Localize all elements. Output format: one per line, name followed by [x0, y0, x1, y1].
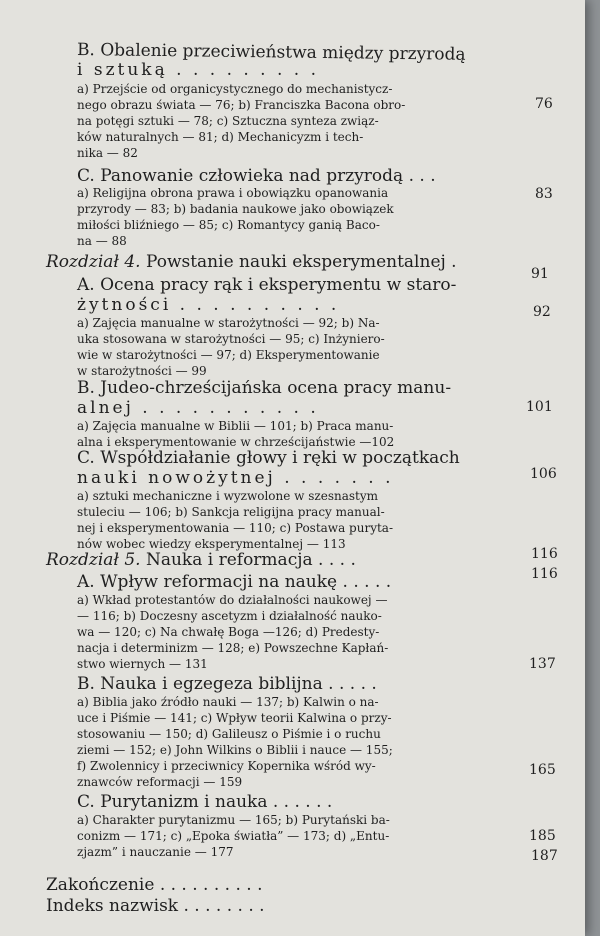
subsection-line: nacja i determinizm — 128; e) Powszechne Kapłań- [77, 641, 389, 655]
subsection-line: a) Przejście od organicystycznego do mechanistycz- [77, 82, 393, 96]
page-number: 187 [531, 848, 558, 864]
subsection-line: stosowaniu — 150; d) Galileusz o Piśmie i o ruchu [77, 727, 381, 741]
subsection-line: a) Charakter purytanizmu — 165; b) Purytański ba- [77, 813, 390, 827]
section-heading: alnej . . . . . . . . . . . [77, 398, 319, 418]
subsection-line: uce i Piśmie — 141; c) Wpływ teorii Kalwina o przy- [77, 711, 392, 725]
subsection-line: nów wobec wiedzy eksperymentalnej — 113 [77, 537, 346, 551]
section-heading: Zakończenie . . . . . . . . . . [46, 875, 263, 895]
subsection-line: a) Zajęcia manualne w Biblii — 101; b) Praca manu- [77, 419, 394, 433]
section-heading: A. Wpływ reformacji na naukę . . . . . [77, 572, 392, 592]
chapter-title: Powstanie nauki eksperymentalnej . [145, 252, 457, 272]
subsection-line: a) Religijna obrona prawa i obowiązku opanowania [77, 186, 389, 200]
section-heading: C. Współdziałanie głowy i ręki w początkach [77, 448, 460, 468]
page-number: 91 [531, 266, 549, 282]
page-number: 137 [529, 656, 556, 672]
page-number: 165 [529, 762, 556, 778]
subsection-line: nego obrazu świata — 76; b) Franciszka Bacona obro- [77, 98, 406, 112]
subsection-line: stuleciu — 106; b) Sankcja religijna pracy manual- [77, 505, 385, 519]
subsection-line: miłości bliźniego — 85; c) Romantycy ganią Baco- [77, 218, 380, 232]
subsection-line: ziemi — 152; e) John Wilkins o Biblii i nauce — 155; [77, 743, 393, 757]
section-heading: nauki nowożytnej . . . . . . . [77, 468, 394, 488]
subsection-line: wa — 120; c) Na chwałę Boga —126; d) Predesty- [77, 625, 380, 639]
subsection-line: na potęgi sztuki — 78; c) Sztuczna synteza związ- [77, 114, 379, 128]
subsection-line: f) Zwolennicy i przeciwnicy Kopernika wśród wy- [77, 759, 376, 773]
subsection-line: w starożytności — 99 [77, 364, 207, 378]
section-heading: B. Judeo-chrześcijańska ocena pracy manu- [77, 378, 452, 398]
subsection-line: znawców reformacji — 159 [77, 775, 243, 789]
chapter-heading [46, 252, 457, 272]
subsection-line: wie w starożytności — 97; d) Eksperymentowanie [77, 348, 380, 362]
page-number: 83 [535, 186, 553, 202]
page-number: 116 [531, 566, 558, 582]
chapter-label: Rozdział 4. [46, 252, 141, 272]
subsection-line: a) Zajęcia manualne w starożytności — 92; b) Na- [77, 316, 380, 330]
subsection-line: zjazm” i nauczanie — 177 [77, 845, 234, 859]
section-heading: C. Purytanizm i nauka . . . . . . [77, 792, 333, 812]
page-number: 101 [526, 399, 553, 415]
subsection-line: — 116; b) Doczesny ascetyzm i działalność nauko- [77, 609, 382, 623]
subsection-line: nika — 82 [77, 146, 138, 160]
subsection-line: stwo wiernych — 131 [77, 657, 208, 671]
page-number: 106 [530, 466, 557, 482]
section-heading: A. Ocena pracy rąk i eksperymentu w staro- [77, 275, 457, 295]
page-number: 185 [529, 828, 556, 844]
section-heading: i sztuką . . . . . . . . . [77, 60, 320, 80]
section-heading: C. Panowanie człowieka nad przyrodą . . . [77, 166, 436, 186]
subsection-line: a) Wkład protestantów do działalności naukowej — [77, 593, 388, 607]
chapter-label: Rozdział 5. [46, 550, 141, 570]
subsection-line: ków naturalnych — 81; d) Mechanicyzm i tech- [77, 130, 364, 144]
subsection-line: alna i eksperymentowanie w chrześcijaństwie —102 [77, 435, 395, 449]
chapter-heading [46, 550, 356, 570]
section-heading: Indeks nazwisk . . . . . . . . [46, 896, 265, 916]
subsection-line: na — 88 [77, 234, 127, 248]
section-heading: B. Nauka i egzegeza biblijna . . . . . [77, 674, 377, 694]
subsection-line: przyrody — 83; b) badania naukowe jako obowiązek [77, 202, 394, 216]
subsection-line: conizm — 171; c) „Epoka światła” — 173; d) „Entu- [77, 829, 390, 843]
page-number: 76 [535, 96, 553, 112]
subsection-line: a) sztuki mechaniczne i wyzwolone w szesnastym [77, 489, 379, 503]
page-number: 92 [533, 304, 551, 320]
section-heading: żytności . . . . . . . . . . [77, 295, 340, 315]
subsection-line: nej i eksperymentowania — 110; c) Postawa puryta- [77, 521, 394, 535]
subsection-line: a) Biblia jako źródło nauki — 137; b) Kalwin o na- [77, 695, 379, 709]
chapter-title: Nauka i reformacja . . . . [145, 550, 356, 570]
page-number: 116 [531, 546, 558, 562]
section-heading: B. Obalenie przeciwieństwa między przyrodą [76, 40, 466, 65]
subsection-line: uka stosowana w starożytności — 95; c) Inżyniero- [77, 332, 385, 346]
